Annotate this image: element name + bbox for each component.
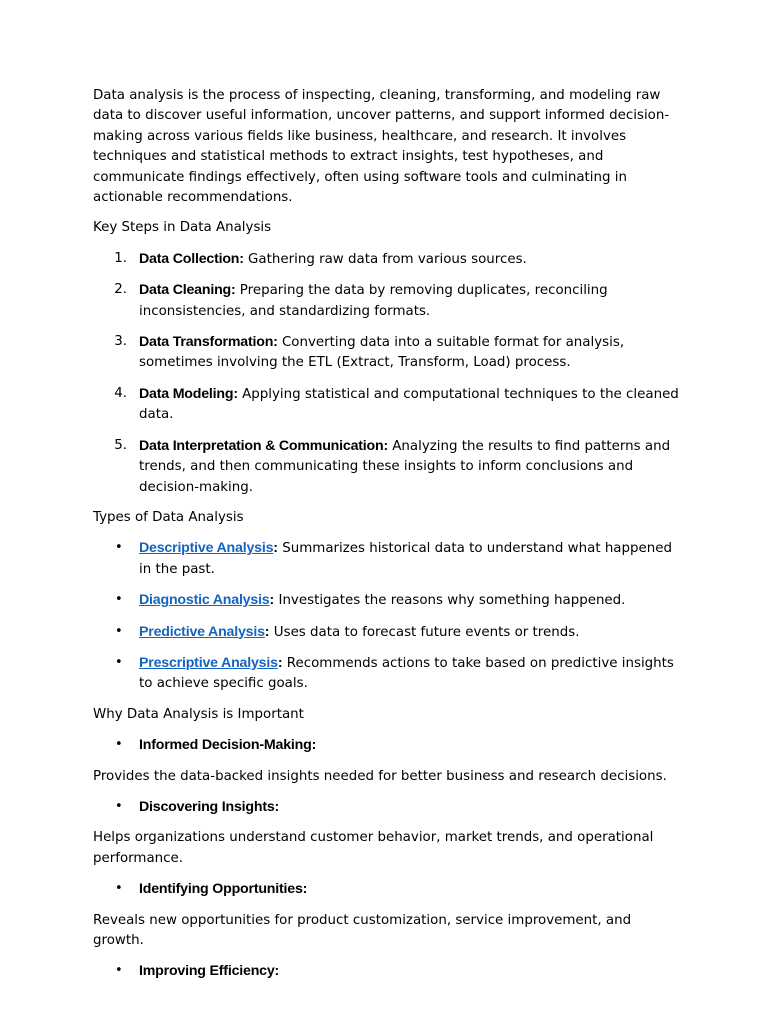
list-item — [93, 332, 683, 374]
term-colon: : — [269, 592, 275, 609]
step-desc: Converting data into a suitable format for analysis, sometimes involving the ETL (Extract, Transform, Load) process. — [139, 335, 625, 371]
why-list-4 — [93, 961, 683, 982]
types-list — [93, 538, 683, 694]
why-desc: Reveals new opportunities for product customization, service improvement, and growth. — [93, 912, 632, 948]
step-desc: Analyzing the results to find patterns and trends, and then communicating these insights to inform conclusions and decision-making. — [139, 438, 671, 495]
step-desc: Applying statistical and computational techniques to the cleaned data. — [139, 386, 679, 423]
list-number: 3. — [114, 334, 127, 350]
list-item — [93, 538, 683, 580]
bullet-icon: • — [115, 540, 123, 556]
step-desc: Gathering raw data from various sources. — [243, 251, 527, 267]
descriptive-analysis-link[interactable]: Descriptive Analysis — [139, 540, 274, 557]
list-item — [93, 961, 683, 982]
why-term: Identifying Opportunities: — [139, 881, 308, 898]
term-colon: : — [264, 623, 270, 640]
predictive-analysis-link[interactable]: Predictive Analysis — [139, 623, 265, 640]
diagnostic-analysis-link[interactable]: Diagnostic Analysis — [139, 592, 270, 609]
list-number: 1. — [114, 250, 127, 266]
list-item — [93, 735, 683, 756]
list-item — [93, 436, 683, 498]
list-item — [93, 653, 683, 695]
why-list-1 — [93, 735, 683, 756]
list-item — [93, 797, 683, 818]
document-page — [93, 86, 683, 993]
why-term: Improving Efficiency: — [139, 963, 280, 980]
type-desc: Recommends actions to take based on predictive insights to achieve specific goals. — [139, 655, 674, 692]
why-list-2 — [93, 797, 683, 818]
why-desc: Provides the data-backed insights needed for better business and research decisions. — [93, 768, 667, 784]
list-item — [93, 879, 683, 900]
list-item — [93, 590, 683, 611]
step-term: Data Modeling: — [139, 385, 238, 402]
type-desc: Uses data to forecast future events or trends. — [269, 624, 580, 640]
bullet-icon: • — [115, 737, 123, 753]
why-list-3 — [93, 879, 683, 900]
steps-heading: Key Steps in Data Analysis — [93, 220, 272, 236]
term-colon: : — [273, 540, 278, 557]
list-item — [93, 622, 683, 643]
why-term: Informed Decision-Making: — [139, 737, 317, 754]
list-item — [93, 249, 683, 270]
intro-paragraph: Data analysis is the process of inspecting, cleaning, transforming, and modeling raw data to discover useful information, uncover patterns, and support informed decision-making across various fields like business, healthcare, and research. It involves techniques and statistical methods to extract insights, test hypotheses, and communicate findings effectively, often using software tools and culminating in actionable recommendations. — [93, 88, 670, 206]
why-desc: Helps organizations understand customer behavior, market trends, and operational performance. — [93, 830, 654, 866]
list-item — [93, 384, 683, 426]
step-term: Data Interpretation & Communication: — [139, 437, 388, 454]
prescriptive-analysis-link[interactable]: Prescriptive Analysis — [139, 654, 278, 671]
step-term: Data Collection: — [139, 250, 244, 267]
step-term: Data Transformation: — [139, 334, 278, 351]
term-colon: : — [277, 654, 283, 671]
bullet-icon: • — [115, 798, 123, 814]
list-item — [93, 280, 683, 322]
bullet-icon: • — [115, 963, 123, 979]
type-desc: Investigates the reasons why something happened. — [274, 593, 626, 609]
step-term: Data Cleaning: — [139, 282, 236, 299]
steps-list — [93, 249, 683, 498]
bullet-icon: • — [115, 881, 123, 897]
type-desc: Summarizes historical data to understand what happened in the past. — [139, 541, 672, 577]
why-heading: Why Data Analysis is Important — [93, 706, 304, 722]
bullet-icon: • — [115, 654, 123, 670]
bullet-icon: • — [115, 623, 123, 639]
types-heading: Types of Data Analysis — [93, 509, 244, 525]
list-number: 2. — [114, 282, 127, 298]
list-number: 4. — [114, 385, 127, 401]
list-number: 5. — [114, 437, 127, 453]
bullet-icon: • — [115, 592, 123, 608]
step-desc: Preparing the data by removing duplicates, reconciling inconsistencies, and standardizing formats. — [139, 283, 608, 319]
why-term: Discovering Insights: — [139, 798, 280, 815]
